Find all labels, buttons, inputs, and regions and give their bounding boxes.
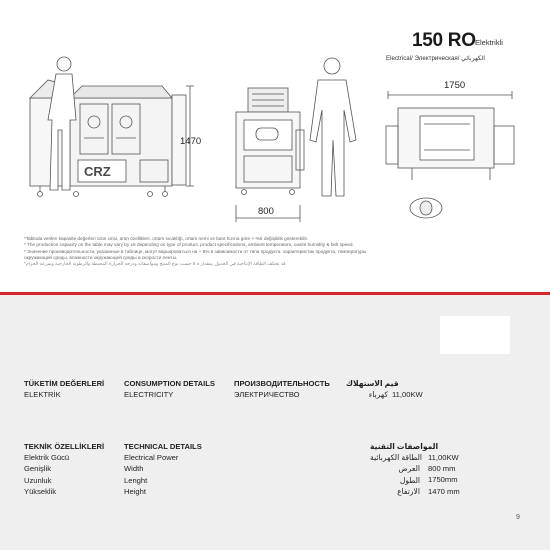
consumption-value-en: ELECTRICITY [124,390,174,400]
note-ru-1: * Значение производительности, указанные в таблице, могут варьироваться на + 5% в зависимости от типа продукта, характеристик продукта, температуры [24,248,367,254]
technical-drawings [0,0,550,240]
side-view-drawing [236,88,304,222]
consumption-title-en: CONSUMPTION DETAILS [124,379,215,388]
consumption-title-ru: ПРОИЗВОДИТЕЛЬНОСТЬ [234,379,330,388]
top-view-drawing [386,91,514,218]
note-ar: *قد تختلف الطاقة الإنتاجية في الجدول بمقدار ± 5 حسب نوع المنتج ومواصفاته ودرجة الحرارة المحيطة والرطوبة الخارجية وسرعة الحزام [24,261,286,267]
technical-title-tr: TEKNİK ÖZELLİKLERİ [24,442,105,451]
technical-values [428,452,460,497]
model-title: 150 RO [412,30,476,51]
technical-ar [370,441,439,497]
spec-label-en: Electrical Power [124,453,179,463]
front-view-drawing [30,57,194,197]
consumption-ru [234,378,330,400]
consumption-title-tr: TÜKETİM DEĞERLERİ [24,379,105,388]
technical-title-ar: المواصفات التقنية [370,442,439,451]
height-dimension: 1470 [180,136,202,147]
consumption-title-ar: قيم الاستهلاك [346,379,399,388]
person-drawing [310,58,356,196]
blank-label-box [440,316,510,354]
consumption-value-ar: كهرباء [368,390,388,400]
technical-tr [24,441,104,497]
consumption-en [124,378,215,400]
spec-label-tr: Elektrik Gücü [24,453,70,463]
capacity-notes [24,236,524,267]
note-en: * The production capacity on the table may vary by ±5 depending on type of product, product specifications, ambient temperature, ousite humidity & belt speed. [24,242,354,248]
spec-label-tr: Uzunluk [24,475,52,485]
consumption-ar [346,378,399,400]
spec-label-tr: Yükseklik [24,486,57,496]
technical-title-en: TECHNICAL DETAILS [124,442,202,451]
spec-label-ar: الارتفاع [397,486,420,496]
spec-value: 11,00KW [428,453,459,462]
note-ru-2: окружающей среды, влажности окружающей среды и скорости ленты. [24,254,178,260]
length-dimension: 1750 [444,80,466,91]
consumption-amount: 11,00KW [392,390,423,399]
consumption-tr [24,378,104,400]
machine-logo: CRZ [84,164,111,179]
model-subtitle: Elektrikli [475,38,503,47]
spec-value: 1750mm [428,475,458,485]
model-languages: Electrical/ Электрическая/ الكهربائي [386,55,485,62]
consumption-value-tr: ELEKTRİK [24,390,61,400]
spec-label-en: Width [124,464,144,474]
spec-label-tr: Genişlik [24,464,52,474]
note-tr: *Tabloda verilen kapasite değerleri ürün cinsi, ürün özellikleri, ortam sıcaklığı, ortam nemi ve bant hızına göre +-%5 değişiklik gösterebilir. [24,236,309,241]
spec-label-ar: العرض [398,464,420,474]
consumption-value-ru: ЭЛЕКТРИЧЕСТВО [234,390,300,400]
spec-label-ar: الطول [399,475,420,485]
spec-label-en: Lenght [124,475,148,485]
technical-en [124,441,202,497]
spec-value: 1470 mm [428,486,460,496]
width-dimension: 800 [258,206,274,217]
spec-label-ar: الطاقة الكهربائية [370,453,422,463]
page-number: 9 [516,514,520,521]
spec-value: 800 mm [428,464,456,474]
spec-label-en: Height [124,486,146,496]
